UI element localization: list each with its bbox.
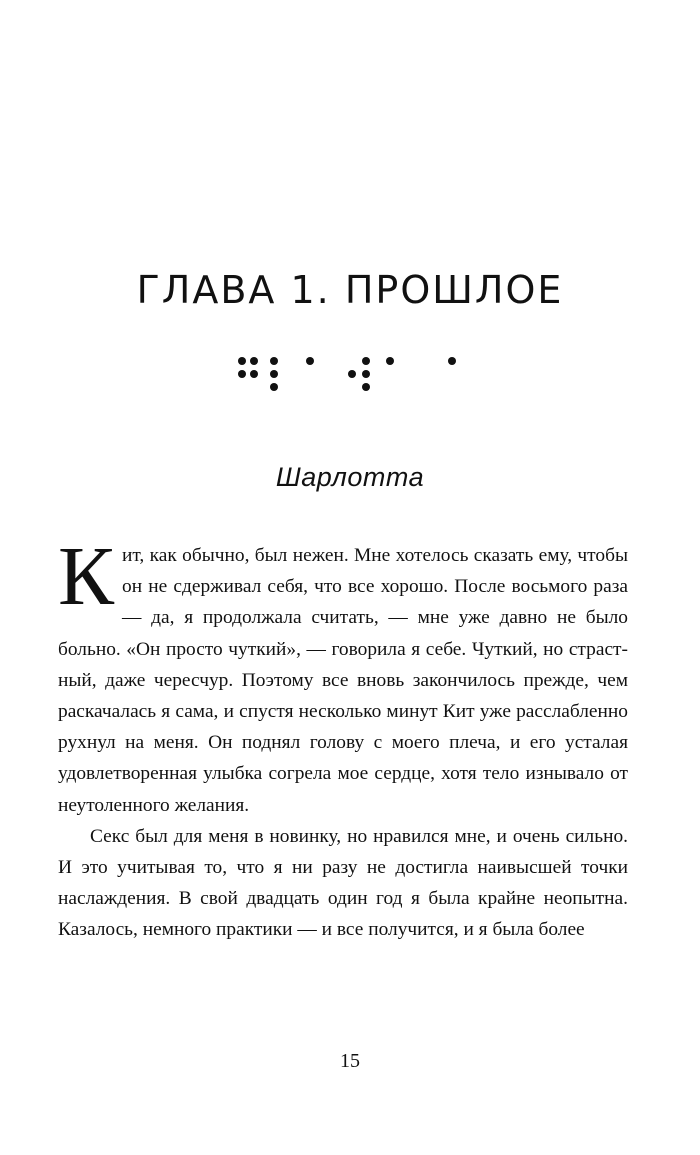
narrator-heading: Шарлотта <box>275 462 425 492</box>
paragraph <box>58 530 628 821</box>
page-number: 15 <box>340 1050 360 1072</box>
chapter-title: ГЛАВА 1. ПРОШЛОЕ <box>136 268 564 312</box>
braille-ornament-icon <box>0 352 700 402</box>
paragraph: Секс был для меня в новинку, но нравился мне, и очень сильно. И это учитывая то, что я ни разу не достигла наивысшей точки наслаждения. В свой двадцать один год я была крайне неопытна. Казалось, немного практики — и все получится, и я была более <box>58 825 628 941</box>
paragraph-text: ит, как обычно, был нежен. Мне хотелось сказать ему, чтобы он не сдерживал себя, что все хорошо. После восьмого раза — да, я продолжала считать, — мне уже давно не было больно. «Он просто чуткий», — говорила я себе. Чуткий, но страстный, даже чересчур. Поэтому все вновь закончилось прежде, чем раскачалась я сама, и спустя несколько минут Кит уже расслабленно рухнул на меня. Он поднял голову с моего плеча, и его усталая удовлетворенная улыбка согрела мое сердце, хотя тело изнывало от неутоленного желания. <box>58 545 628 816</box>
body-text <box>58 530 628 946</box>
drop-cap: К <box>58 530 115 623</box>
braille-dots <box>230 352 470 402</box>
